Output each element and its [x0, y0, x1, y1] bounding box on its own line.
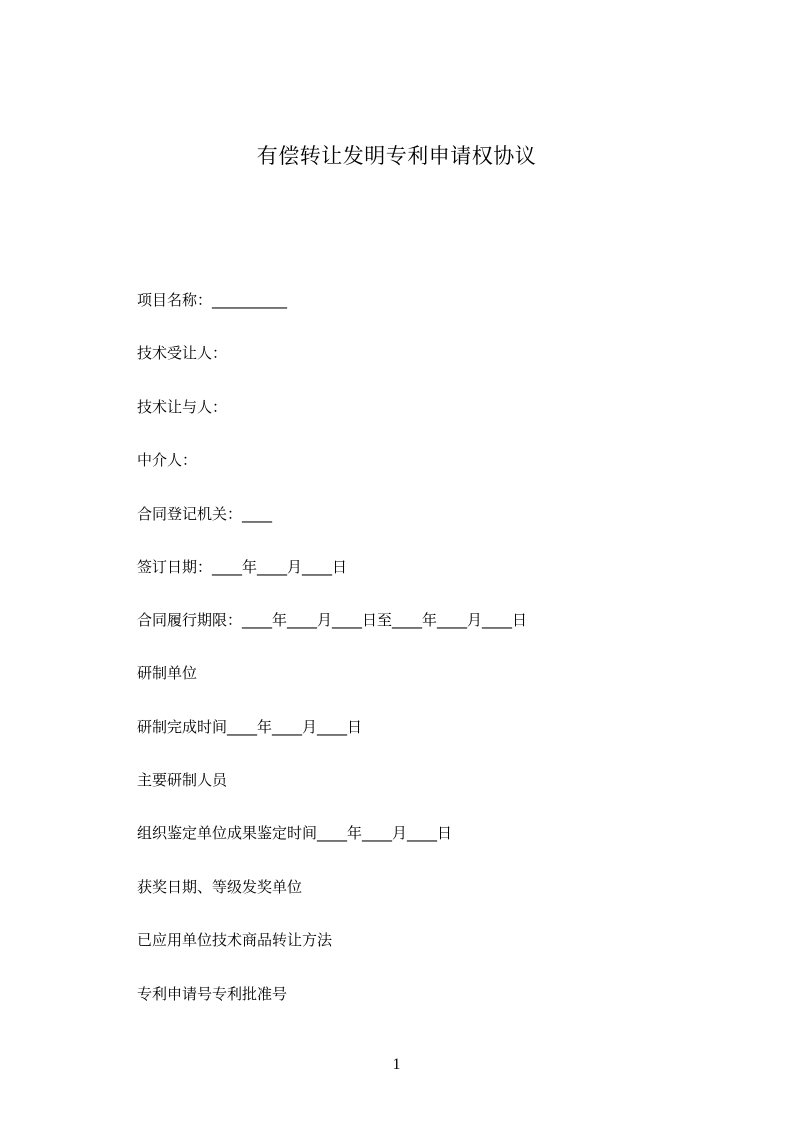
field-technology-assignee: 技术受让人：	[137, 344, 228, 362]
field-signing-date: 签订日期：____年____月____日	[137, 558, 348, 576]
field-research-unit: 研制单位	[137, 664, 198, 682]
field-patent-numbers: 专利申请号专利批准号	[137, 985, 288, 1003]
field-award-info: 获奖日期、等级发奖单位	[137, 878, 303, 896]
field-appraisal-unit-time: 组织鉴定单位成果鉴定时间____年____月____日	[137, 824, 453, 842]
field-intermediary: 中介人：	[137, 451, 198, 469]
field-research-completion-time: 研制完成时间____年____月____日	[137, 718, 363, 736]
field-project-name: 项目名称：__________	[137, 291, 288, 309]
field-main-researchers: 主要研制人员	[137, 771, 228, 789]
page-number: 1	[392, 1056, 401, 1073]
document-title: 有偿转让发明专利申请权协议	[256, 144, 537, 168]
field-applied-units-transfer-method: 已应用单位技术商品转让方法	[137, 931, 333, 949]
field-registration-authority: 合同登记机关：____	[137, 505, 273, 523]
field-performance-period: 合同履行期限：____年____月____日至____年____月____日	[137, 611, 528, 629]
field-technology-assignor: 技术让与人：	[137, 398, 228, 416]
